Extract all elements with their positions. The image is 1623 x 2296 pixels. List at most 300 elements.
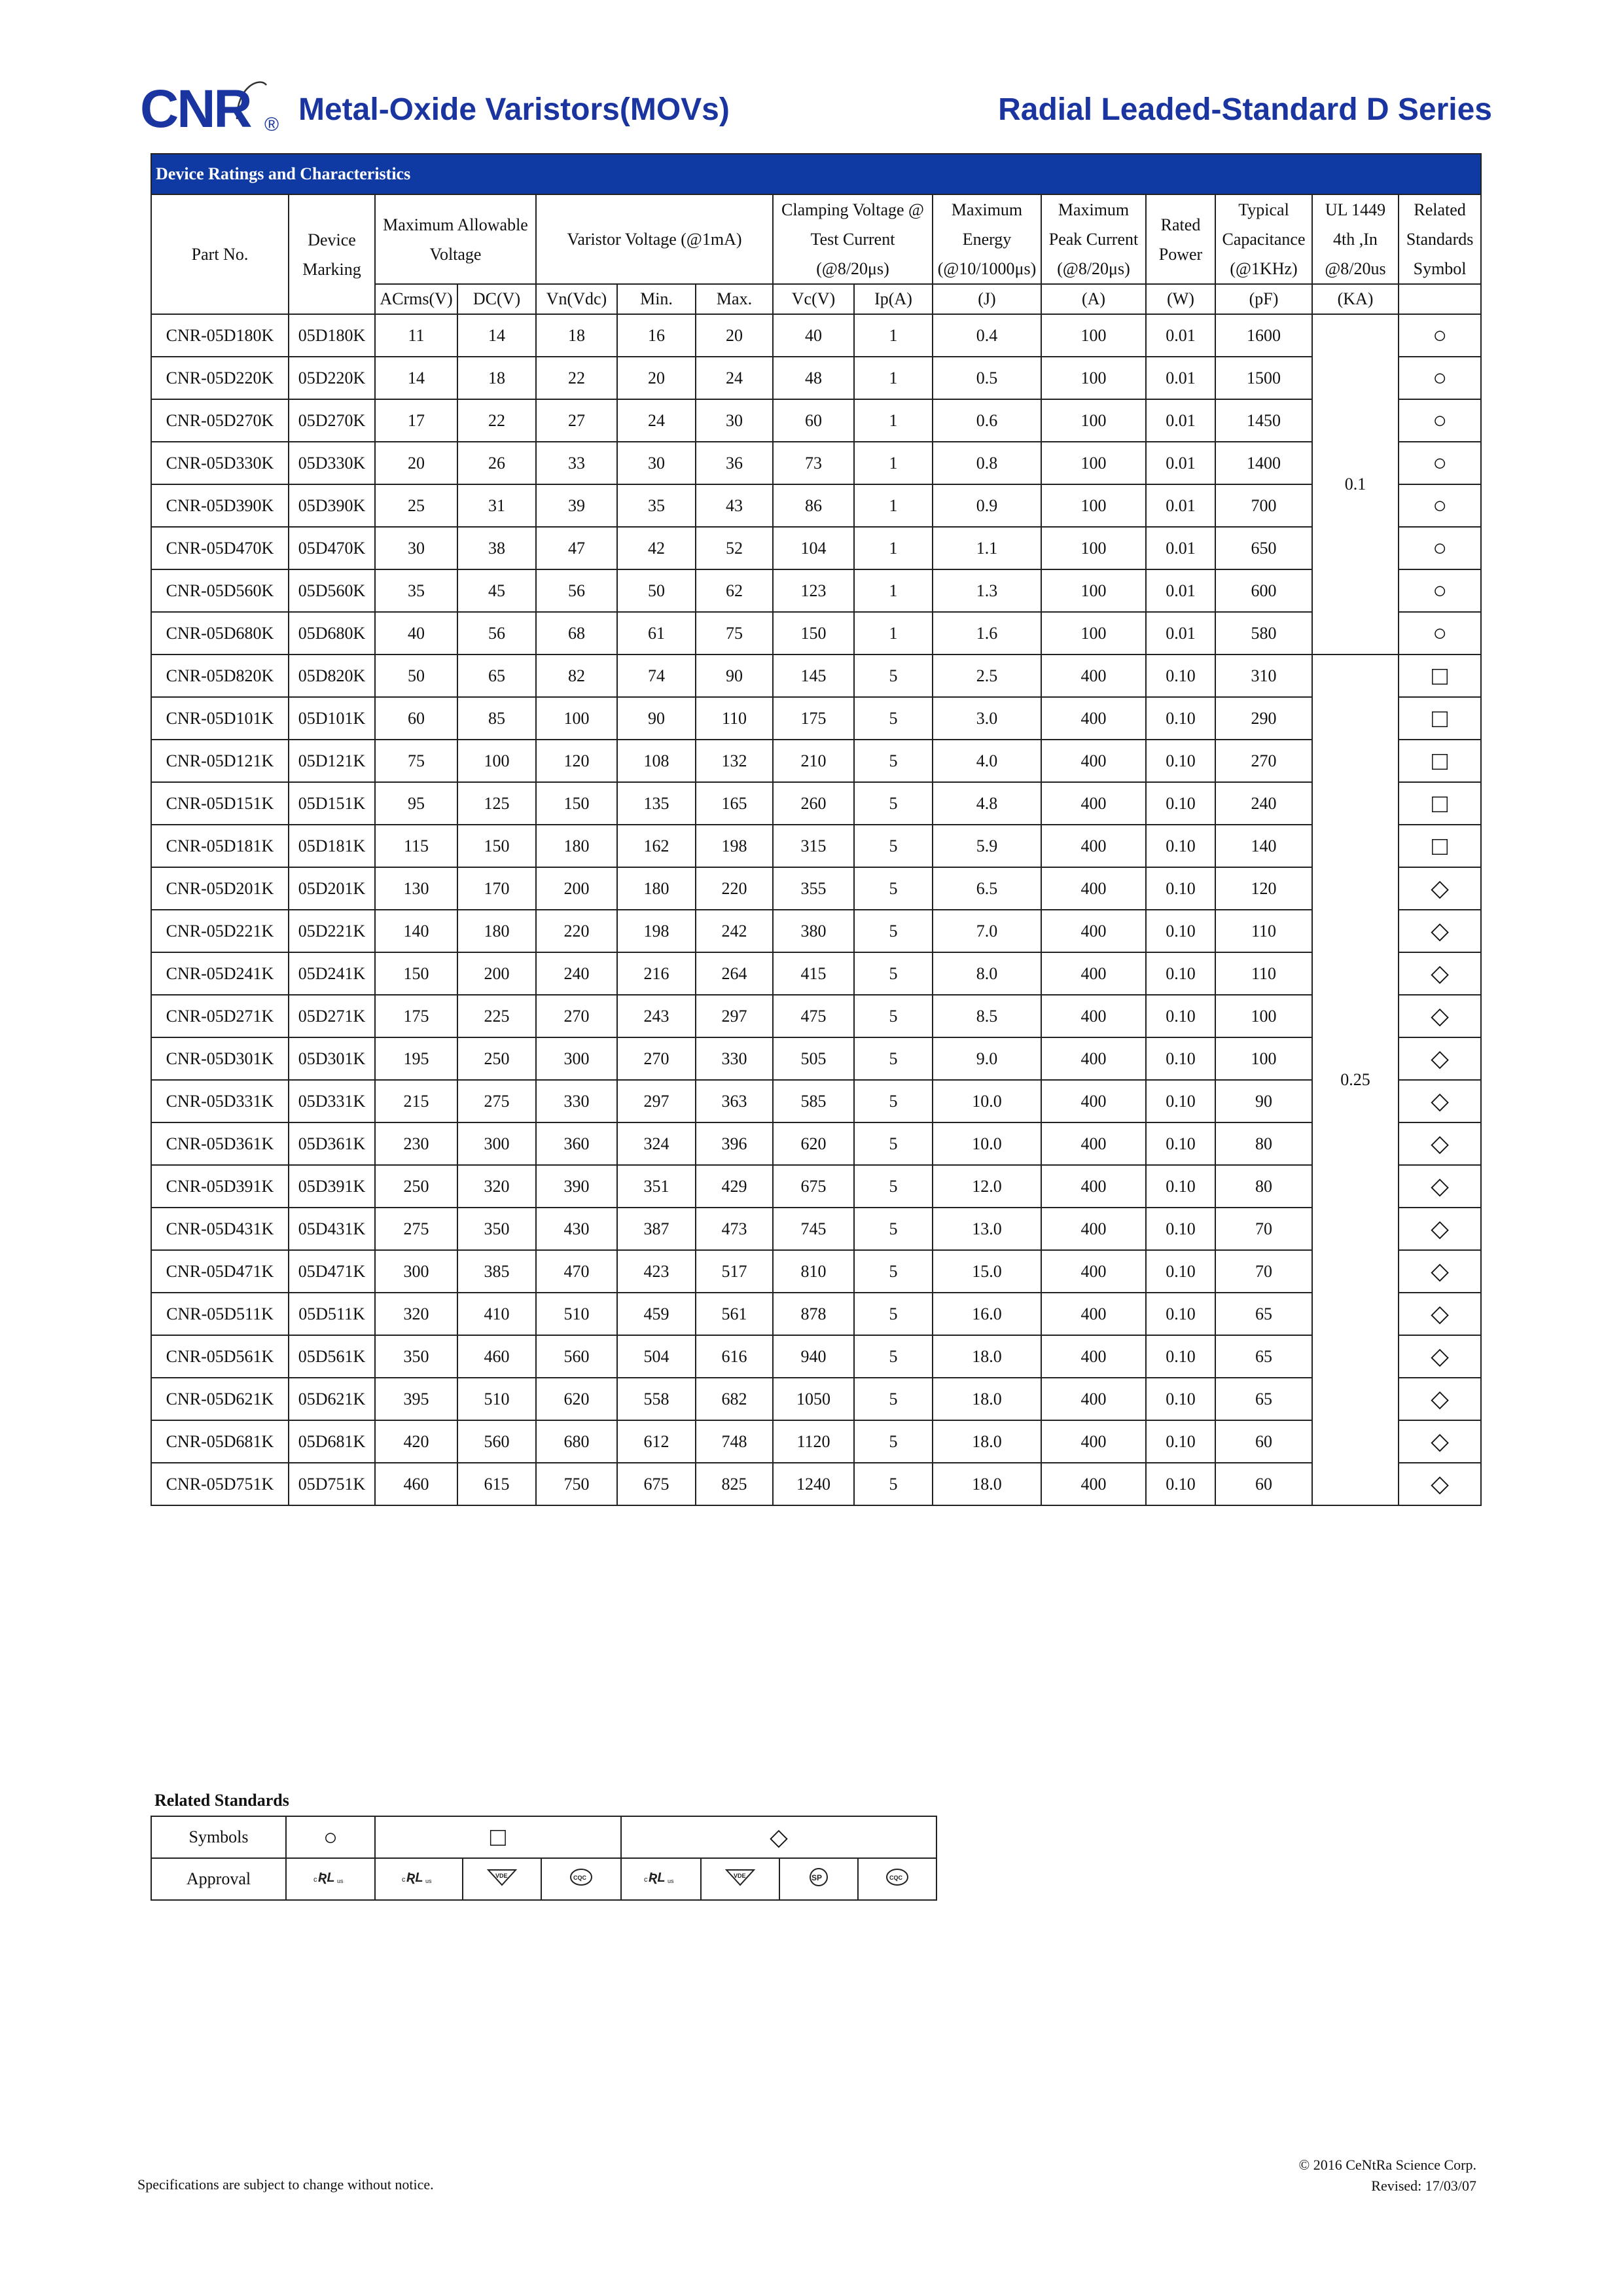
cell-energy: 5.9 <box>933 825 1041 867</box>
cell-vn-min: 504 <box>617 1335 696 1378</box>
svg-text:us: us <box>337 1877 344 1884</box>
cell-capacitance: 240 <box>1215 782 1312 825</box>
cell-vn: 22 <box>536 357 617 399</box>
cell-device-marking: 05D181K <box>289 825 375 867</box>
cell-vn-min: 270 <box>617 1037 696 1080</box>
cell-device-marking: 05D751K <box>289 1463 375 1505</box>
approval-cell <box>463 1858 541 1900</box>
approval-cell <box>375 1858 463 1900</box>
cell-vn-max: 36 <box>696 442 773 484</box>
cell-ip: 5 <box>854 740 933 782</box>
subheader-power-unit: (W) <box>1146 284 1215 314</box>
cell-ip: 5 <box>854 1250 933 1293</box>
subheader-cap-unit: (pF) <box>1215 284 1312 314</box>
cell-vc: 810 <box>773 1250 854 1293</box>
cell-device-marking: 05D301K <box>289 1037 375 1080</box>
related-standards-title: Related Standards <box>154 1791 289 1810</box>
cell-energy: 2.5 <box>933 655 1041 697</box>
page-title: Metal-Oxide Varistors(MOVs) <box>298 92 730 127</box>
footer-notice: Specifications are subject to change without notice. <box>137 2176 434 2193</box>
svg-text:ƦL: ƦL <box>318 1870 335 1885</box>
header-max-allowable: Maximum Allowable Voltage <box>375 194 536 284</box>
cell-vc: 150 <box>773 612 854 655</box>
diamond-symbol-icon: ◇ <box>1431 1300 1449 1327</box>
cell-acrms: 215 <box>375 1080 457 1122</box>
cell-vn: 510 <box>536 1293 617 1335</box>
cell-ip: 5 <box>854 952 933 995</box>
cell-energy: 1.3 <box>933 569 1041 612</box>
svg-text:CQC: CQC <box>573 1874 586 1881</box>
cell-vn-max: 561 <box>696 1293 773 1335</box>
header-related-standards: Related Standards Symbol <box>1399 194 1481 284</box>
cell-related-symbol <box>1399 357 1481 399</box>
cell-device-marking: 05D331K <box>289 1080 375 1122</box>
table-row <box>151 484 1481 527</box>
cell-energy: 1.6 <box>933 612 1041 655</box>
cell-acrms: 420 <box>375 1420 457 1463</box>
cell-rated-power: 0.10 <box>1146 655 1215 697</box>
cell-device-marking: 05D681K <box>289 1420 375 1463</box>
cell-capacitance: 1400 <box>1215 442 1312 484</box>
cell-acrms: 17 <box>375 399 457 442</box>
cell-ul-in: 0.25 <box>1312 655 1399 1505</box>
cell-dc-voltage: 410 <box>457 1293 536 1335</box>
header-device-marking: Device Marking <box>289 194 375 314</box>
subheader-ka-unit: (KA) <box>1312 284 1399 314</box>
svg-text:c: c <box>644 1875 648 1884</box>
cell-rated-power: 0.10 <box>1146 825 1215 867</box>
symbol-circle: ○ <box>286 1816 375 1858</box>
cell-part-no: CNR-05D101K <box>151 697 289 740</box>
cell-related-symbol <box>1399 740 1481 782</box>
square-symbol-icon: □ <box>1432 745 1448 776</box>
circle-symbol-icon: ○ <box>1433 450 1447 476</box>
cell-part-no: CNR-05D220K <box>151 357 289 399</box>
cell-vn-max: 62 <box>696 569 773 612</box>
cell-vn: 750 <box>536 1463 617 1505</box>
cell-peak-current: 400 <box>1041 697 1146 740</box>
cell-acrms: 395 <box>375 1378 457 1420</box>
cell-dc-voltage: 170 <box>457 867 536 910</box>
cell-vc: 1120 <box>773 1420 854 1463</box>
header-peak-current: Maximum Peak Current (@8/20μs) <box>1041 194 1146 284</box>
cell-ip: 5 <box>854 1335 933 1378</box>
cell-related-symbol <box>1399 952 1481 995</box>
cell-ip: 1 <box>854 527 933 569</box>
diamond-symbol-icon: ◇ <box>1431 1045 1449 1071</box>
cell-vn-min: 423 <box>617 1250 696 1293</box>
table-row <box>151 1080 1481 1122</box>
cell-device-marking: 05D121K <box>289 740 375 782</box>
cell-capacitance: 140 <box>1215 825 1312 867</box>
cell-vc: 315 <box>773 825 854 867</box>
cell-vn-max: 396 <box>696 1122 773 1165</box>
cell-related-symbol <box>1399 399 1481 442</box>
cell-vn-min: 162 <box>617 825 696 867</box>
circle-symbol-icon: ○ <box>1433 620 1447 646</box>
cell-vn-max: 132 <box>696 740 773 782</box>
cell-peak-current: 400 <box>1041 740 1146 782</box>
cell-ip: 5 <box>854 1208 933 1250</box>
cell-energy: 16.0 <box>933 1293 1041 1335</box>
diamond-symbol-icon: ◇ <box>1431 1003 1449 1029</box>
table-row <box>151 1037 1481 1080</box>
cell-rated-power: 0.10 <box>1146 952 1215 995</box>
cell-rated-power: 0.10 <box>1146 995 1215 1037</box>
cell-rated-power: 0.10 <box>1146 1080 1215 1122</box>
cell-vc: 145 <box>773 655 854 697</box>
cell-vn: 33 <box>536 442 617 484</box>
cell-energy: 10.0 <box>933 1080 1041 1122</box>
cell-device-marking: 05D470K <box>289 527 375 569</box>
cell-device-marking: 05D471K <box>289 1250 375 1293</box>
cell-peak-current: 100 <box>1041 527 1146 569</box>
cell-ip: 5 <box>854 782 933 825</box>
table-row <box>151 612 1481 655</box>
cell-vn-min: 20 <box>617 357 696 399</box>
header-rated-power: Rated Power <box>1146 194 1215 284</box>
circle-symbol-icon: ○ <box>1433 535 1447 561</box>
cell-acrms: 275 <box>375 1208 457 1250</box>
cell-capacitance: 70 <box>1215 1208 1312 1250</box>
cell-related-symbol <box>1399 314 1481 357</box>
cell-related-symbol <box>1399 1250 1481 1293</box>
ul-cul-icon <box>312 1867 349 1887</box>
cell-vc: 73 <box>773 442 854 484</box>
cell-dc-voltage: 180 <box>457 910 536 952</box>
cell-part-no: CNR-05D561K <box>151 1335 289 1378</box>
cell-vn: 430 <box>536 1208 617 1250</box>
cell-rated-power: 0.10 <box>1146 867 1215 910</box>
cell-rated-power: 0.10 <box>1146 1037 1215 1080</box>
svg-text:ƦL: ƦL <box>406 1870 423 1885</box>
cell-peak-current: 100 <box>1041 357 1146 399</box>
cell-rated-power: 0.01 <box>1146 612 1215 655</box>
subheader-ip: Ip(A) <box>854 284 933 314</box>
cell-energy: 12.0 <box>933 1165 1041 1208</box>
cell-device-marking: 05D101K <box>289 697 375 740</box>
table-row <box>151 1420 1481 1463</box>
cell-peak-current: 400 <box>1041 1293 1146 1335</box>
approval-cell <box>286 1858 375 1900</box>
diamond-symbol-icon: ◇ <box>1431 918 1449 944</box>
cell-ip: 1 <box>854 442 933 484</box>
cell-part-no: CNR-05D331K <box>151 1080 289 1122</box>
cell-energy: 0.6 <box>933 399 1041 442</box>
cell-capacitance: 270 <box>1215 740 1312 782</box>
cell-acrms: 140 <box>375 910 457 952</box>
table-row <box>151 442 1481 484</box>
cell-related-symbol <box>1399 995 1481 1037</box>
cell-ip: 5 <box>854 910 933 952</box>
cell-vn: 150 <box>536 782 617 825</box>
cell-peak-current: 400 <box>1041 1378 1146 1420</box>
cell-part-no: CNR-05D121K <box>151 740 289 782</box>
cell-acrms: 175 <box>375 995 457 1037</box>
cell-peak-current: 100 <box>1041 314 1146 357</box>
diamond-symbol-icon: ◇ <box>1431 960 1449 986</box>
cell-capacitance: 1450 <box>1215 399 1312 442</box>
footer-revised: Revised: 17/03/07 <box>1371 2178 1476 2194</box>
table-row <box>151 995 1481 1037</box>
cell-dc-voltage: 615 <box>457 1463 536 1505</box>
cell-dc-voltage: 125 <box>457 782 536 825</box>
svg-text:SP: SP <box>812 1873 823 1882</box>
circle-symbol-icon: ○ <box>1433 577 1447 603</box>
square-symbol-icon: □ <box>1432 703 1448 733</box>
cell-vn-min: 387 <box>617 1208 696 1250</box>
cell-related-symbol <box>1399 1165 1481 1208</box>
cell-part-no: CNR-05D391K <box>151 1165 289 1208</box>
cell-acrms: 20 <box>375 442 457 484</box>
cell-vc: 620 <box>773 1122 854 1165</box>
cell-rated-power: 0.10 <box>1146 1463 1215 1505</box>
cell-device-marking: 05D431K <box>289 1208 375 1250</box>
diamond-symbol-icon: ◇ <box>1431 875 1449 901</box>
cell-related-symbol <box>1399 442 1481 484</box>
cell-part-no: CNR-05D621K <box>151 1378 289 1420</box>
cell-acrms: 320 <box>375 1293 457 1335</box>
cell-part-no: CNR-05D511K <box>151 1293 289 1335</box>
cell-rated-power: 0.10 <box>1146 697 1215 740</box>
cell-capacitance: 65 <box>1215 1378 1312 1420</box>
cell-part-no: CNR-05D470K <box>151 527 289 569</box>
cell-capacitance: 650 <box>1215 527 1312 569</box>
cqc-icon <box>884 1867 910 1887</box>
cell-rated-power: 0.10 <box>1146 1378 1215 1420</box>
cell-related-symbol <box>1399 1420 1481 1463</box>
cnr-logo <box>139 73 293 137</box>
cell-related-symbol <box>1399 1208 1481 1250</box>
cell-energy: 8.5 <box>933 995 1041 1037</box>
cell-part-no: CNR-05D221K <box>151 910 289 952</box>
cell-vc: 585 <box>773 1080 854 1122</box>
cell-acrms: 460 <box>375 1463 457 1505</box>
table-row <box>151 357 1481 399</box>
approval-cell <box>779 1858 858 1900</box>
cell-part-no: CNR-05D361K <box>151 1122 289 1165</box>
cell-energy: 8.0 <box>933 952 1041 995</box>
diamond-symbol-icon: ◇ <box>1431 1343 1449 1369</box>
cell-ip: 5 <box>854 655 933 697</box>
cell-energy: 3.0 <box>933 697 1041 740</box>
cell-device-marking: 05D151K <box>289 782 375 825</box>
cell-device-marking: 05D201K <box>289 867 375 910</box>
cell-part-no: CNR-05D471K <box>151 1250 289 1293</box>
cell-vc: 104 <box>773 527 854 569</box>
cell-dc-voltage: 225 <box>457 995 536 1037</box>
cell-vn-min: 297 <box>617 1080 696 1122</box>
cell-vn-min: 35 <box>617 484 696 527</box>
cell-related-symbol <box>1399 1293 1481 1335</box>
cell-vn: 270 <box>536 995 617 1037</box>
approval-label: Approval <box>151 1858 286 1900</box>
cell-vn-max: 616 <box>696 1335 773 1378</box>
related-standards-table <box>151 1816 937 1901</box>
cell-rated-power: 0.10 <box>1146 910 1215 952</box>
cell-vc: 48 <box>773 357 854 399</box>
cell-device-marking: 05D221K <box>289 910 375 952</box>
cell-vc: 745 <box>773 1208 854 1250</box>
cell-related-symbol <box>1399 1080 1481 1122</box>
cell-vn-max: 24 <box>696 357 773 399</box>
cell-vn-min: 50 <box>617 569 696 612</box>
cell-capacitance: 80 <box>1215 1165 1312 1208</box>
header-varistor-voltage: Varistor Voltage (@1mA) <box>536 194 773 284</box>
cell-related-symbol <box>1399 697 1481 740</box>
cell-vn-max: 748 <box>696 1420 773 1463</box>
cell-part-no: CNR-05D431K <box>151 1208 289 1250</box>
cell-vn: 82 <box>536 655 617 697</box>
circle-symbol-icon: ○ <box>1433 492 1447 518</box>
cell-vn-min: 108 <box>617 740 696 782</box>
cell-vn: 300 <box>536 1037 617 1080</box>
cell-dc-voltage: 320 <box>457 1165 536 1208</box>
cell-vn-max: 825 <box>696 1463 773 1505</box>
cell-related-symbol <box>1399 867 1481 910</box>
cell-vn: 120 <box>536 740 617 782</box>
cell-dc-voltage: 150 <box>457 825 536 867</box>
cell-vn-min: 675 <box>617 1463 696 1505</box>
svg-text:c: c <box>313 1875 317 1884</box>
diamond-symbol-icon: ◇ <box>1431 1173 1449 1199</box>
table-row <box>151 1165 1481 1208</box>
cell-rated-power: 0.10 <box>1146 1208 1215 1250</box>
ratings-table <box>151 153 1482 1506</box>
cell-dc-voltage: 350 <box>457 1208 536 1250</box>
cell-capacitance: 1600 <box>1215 314 1312 357</box>
cell-device-marking: 05D621K <box>289 1378 375 1420</box>
cell-device-marking: 05D820K <box>289 655 375 697</box>
cell-related-symbol <box>1399 527 1481 569</box>
cell-rated-power: 0.01 <box>1146 442 1215 484</box>
cell-vn: 180 <box>536 825 617 867</box>
vde-icon <box>724 1867 757 1887</box>
cell-peak-current: 400 <box>1041 1165 1146 1208</box>
cell-dc-voltage: 385 <box>457 1250 536 1293</box>
cell-acrms: 50 <box>375 655 457 697</box>
cell-vn-max: 110 <box>696 697 773 740</box>
table-row <box>151 1335 1481 1378</box>
cell-vn: 68 <box>536 612 617 655</box>
cell-dc-voltage: 18 <box>457 357 536 399</box>
cell-part-no: CNR-05D201K <box>151 867 289 910</box>
table-row <box>151 655 1481 697</box>
cell-peak-current: 400 <box>1041 1080 1146 1122</box>
cell-peak-current: 400 <box>1041 1250 1146 1293</box>
table-row <box>151 910 1481 952</box>
cell-related-symbol <box>1399 910 1481 952</box>
subheader-current-unit: (A) <box>1041 284 1146 314</box>
cell-capacitance: 580 <box>1215 612 1312 655</box>
cell-acrms: 250 <box>375 1165 457 1208</box>
cell-rated-power: 0.01 <box>1146 399 1215 442</box>
cell-capacitance: 60 <box>1215 1463 1312 1505</box>
cell-energy: 15.0 <box>933 1250 1041 1293</box>
header-capacitance: Typical Capacitance (@1KHz) <box>1215 194 1312 284</box>
cell-energy: 0.5 <box>933 357 1041 399</box>
cell-vc: 1050 <box>773 1378 854 1420</box>
subheader-vn: Vn(Vdc) <box>536 284 617 314</box>
cell-vn-max: 473 <box>696 1208 773 1250</box>
cell-ip: 5 <box>854 1463 933 1505</box>
cell-vn: 39 <box>536 484 617 527</box>
cell-dc-voltage: 560 <box>457 1420 536 1463</box>
cell-device-marking: 05D560K <box>289 569 375 612</box>
header-max-energy: Maximum Energy (@10/1000μs) <box>933 194 1041 284</box>
cell-part-no: CNR-05D820K <box>151 655 289 697</box>
cell-related-symbol <box>1399 655 1481 697</box>
cell-energy: 4.8 <box>933 782 1041 825</box>
svg-text:®: ® <box>264 114 279 135</box>
cell-vn: 470 <box>536 1250 617 1293</box>
cell-acrms: 14 <box>375 357 457 399</box>
cell-capacitance: 700 <box>1215 484 1312 527</box>
cell-ip: 5 <box>854 1378 933 1420</box>
cell-energy: 4.0 <box>933 740 1041 782</box>
table-row <box>151 952 1481 995</box>
cell-ip: 5 <box>854 867 933 910</box>
approval-cell <box>701 1858 779 1900</box>
cell-dc-voltage: 22 <box>457 399 536 442</box>
cell-vc: 260 <box>773 782 854 825</box>
cell-vc: 123 <box>773 569 854 612</box>
cell-capacitance: 110 <box>1215 952 1312 995</box>
cell-vn-max: 43 <box>696 484 773 527</box>
cell-part-no: CNR-05D560K <box>151 569 289 612</box>
svg-text:CQC: CQC <box>889 1874 903 1881</box>
cell-capacitance: 100 <box>1215 995 1312 1037</box>
cell-device-marking: 05D330K <box>289 442 375 484</box>
cell-vn-min: 30 <box>617 442 696 484</box>
table-row <box>151 1463 1481 1505</box>
cell-vn-max: 75 <box>696 612 773 655</box>
table-row <box>151 569 1481 612</box>
cell-dc-voltage: 26 <box>457 442 536 484</box>
cell-capacitance: 120 <box>1215 867 1312 910</box>
cell-rated-power: 0.01 <box>1146 357 1215 399</box>
cell-related-symbol <box>1399 484 1481 527</box>
cell-vn-min: 135 <box>617 782 696 825</box>
cell-vc: 210 <box>773 740 854 782</box>
cell-vn-max: 682 <box>696 1378 773 1420</box>
cell-vn: 47 <box>536 527 617 569</box>
table-row <box>151 1378 1481 1420</box>
cell-peak-current: 100 <box>1041 399 1146 442</box>
cell-device-marking: 05D680K <box>289 612 375 655</box>
svg-text:c: c <box>402 1875 406 1884</box>
cell-device-marking: 05D180K <box>289 314 375 357</box>
circle-symbol-icon: ○ <box>1433 365 1447 391</box>
cell-energy: 13.0 <box>933 1208 1041 1250</box>
cell-peak-current: 400 <box>1041 782 1146 825</box>
cell-part-no: CNR-05D330K <box>151 442 289 484</box>
cell-ip: 5 <box>854 1037 933 1080</box>
subheader-energy-unit: (J) <box>933 284 1041 314</box>
subheader-blank <box>1399 284 1481 314</box>
cell-capacitance: 65 <box>1215 1335 1312 1378</box>
cell-acrms: 350 <box>375 1335 457 1378</box>
cell-related-symbol <box>1399 825 1481 867</box>
table-row <box>151 399 1481 442</box>
cell-vn: 100 <box>536 697 617 740</box>
diamond-symbol-icon: ◇ <box>1431 1258 1449 1284</box>
cell-acrms: 130 <box>375 867 457 910</box>
cell-part-no: CNR-05D270K <box>151 399 289 442</box>
cell-vn-min: 16 <box>617 314 696 357</box>
cell-acrms: 25 <box>375 484 457 527</box>
symbol-square: □ <box>375 1816 621 1858</box>
